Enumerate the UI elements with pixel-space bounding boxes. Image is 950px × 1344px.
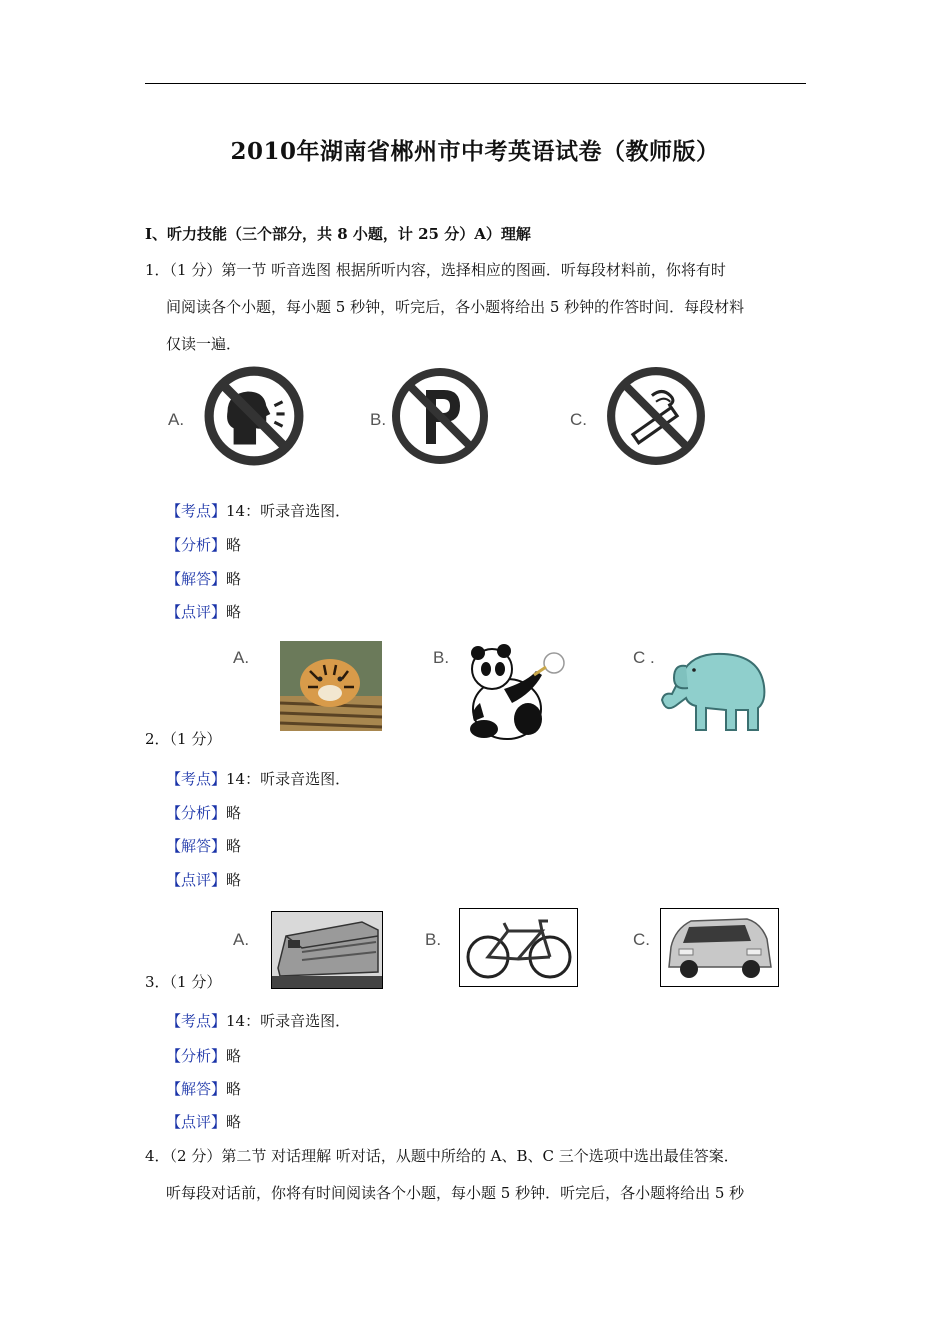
- q3-jieda: 【解答】略: [166, 1080, 242, 1098]
- q1-line-3: 仅读一遍．: [166, 335, 242, 353]
- q3-option-a-label: A.: [233, 930, 250, 949]
- q2-line: 2．（1 分）: [145, 730, 222, 748]
- top-rule: [145, 83, 806, 84]
- q4-line-2: 听每段对话前，你将有时间阅读各个小题，每小题 5 秒钟．听完后，各小题将给出 5 秒: [166, 1184, 745, 1202]
- q3-option-b-label: B.: [425, 930, 442, 949]
- q3-dianping: 【点评】略: [166, 1113, 242, 1131]
- q2-option-b-label: B.: [433, 648, 450, 667]
- no-parking-icon: [390, 366, 490, 466]
- q1-option-b-label: B.: [370, 410, 387, 429]
- section-heading: I、听力技能（三个部分，共 8 小题，计 25 分）A）理解: [145, 225, 531, 243]
- no-talking-icon: [203, 365, 305, 467]
- q1-kaodian: 【考点】14：听录音选图．: [166, 502, 351, 520]
- train-image: [271, 911, 383, 989]
- q3-fenxi: 【分析】略: [166, 1047, 242, 1065]
- q1-option-a-label: A.: [168, 410, 185, 429]
- q2-kaodian: 【考点】14：听录音选图．: [166, 770, 351, 788]
- q2-option-a-label: A.: [233, 648, 250, 667]
- q1-line-1: 1．（1 分）第一节 听音选图 根据所听内容，选择相应的图画．听每段材料前，你将有时: [145, 261, 726, 279]
- bicycle-image: [459, 908, 578, 987]
- car-image: [660, 908, 779, 987]
- q1-fenxi: 【分析】略: [166, 536, 242, 554]
- q1-line-2: 间阅读各个小题，每小题 5 秒钟，听完后，各小题将给出 5 秒钟的作答时间．每段材料: [166, 298, 745, 316]
- q1-jieda: 【解答】略: [166, 570, 242, 588]
- q1-dianping: 【点评】略: [166, 603, 242, 621]
- q2-fenxi: 【分析】略: [166, 804, 242, 822]
- q4-line-1: 4．（2 分）第二节 对话理解 听对话，从题中所给的 A、B、C 三个选项中选出最佳答案．: [145, 1147, 739, 1165]
- tiger-image: [280, 641, 382, 731]
- q2-dianping: 【点评】略: [166, 871, 242, 889]
- elephant-image: [652, 644, 776, 736]
- panda-image: [462, 641, 572, 743]
- q1-option-c-label: C.: [570, 410, 587, 429]
- q3-option-c-label: C.: [633, 930, 650, 949]
- q3-line: 3．（1 分）: [145, 973, 222, 991]
- no-smoking-icon: [605, 365, 707, 467]
- q2-jieda: 【解答】略: [166, 837, 242, 855]
- page-title: 2010年湖南省郴州市中考英语试卷（教师版）: [230, 138, 720, 165]
- q3-kaodian: 【考点】14：听录音选图．: [166, 1012, 351, 1030]
- q2-option-c-label: C .: [633, 648, 655, 667]
